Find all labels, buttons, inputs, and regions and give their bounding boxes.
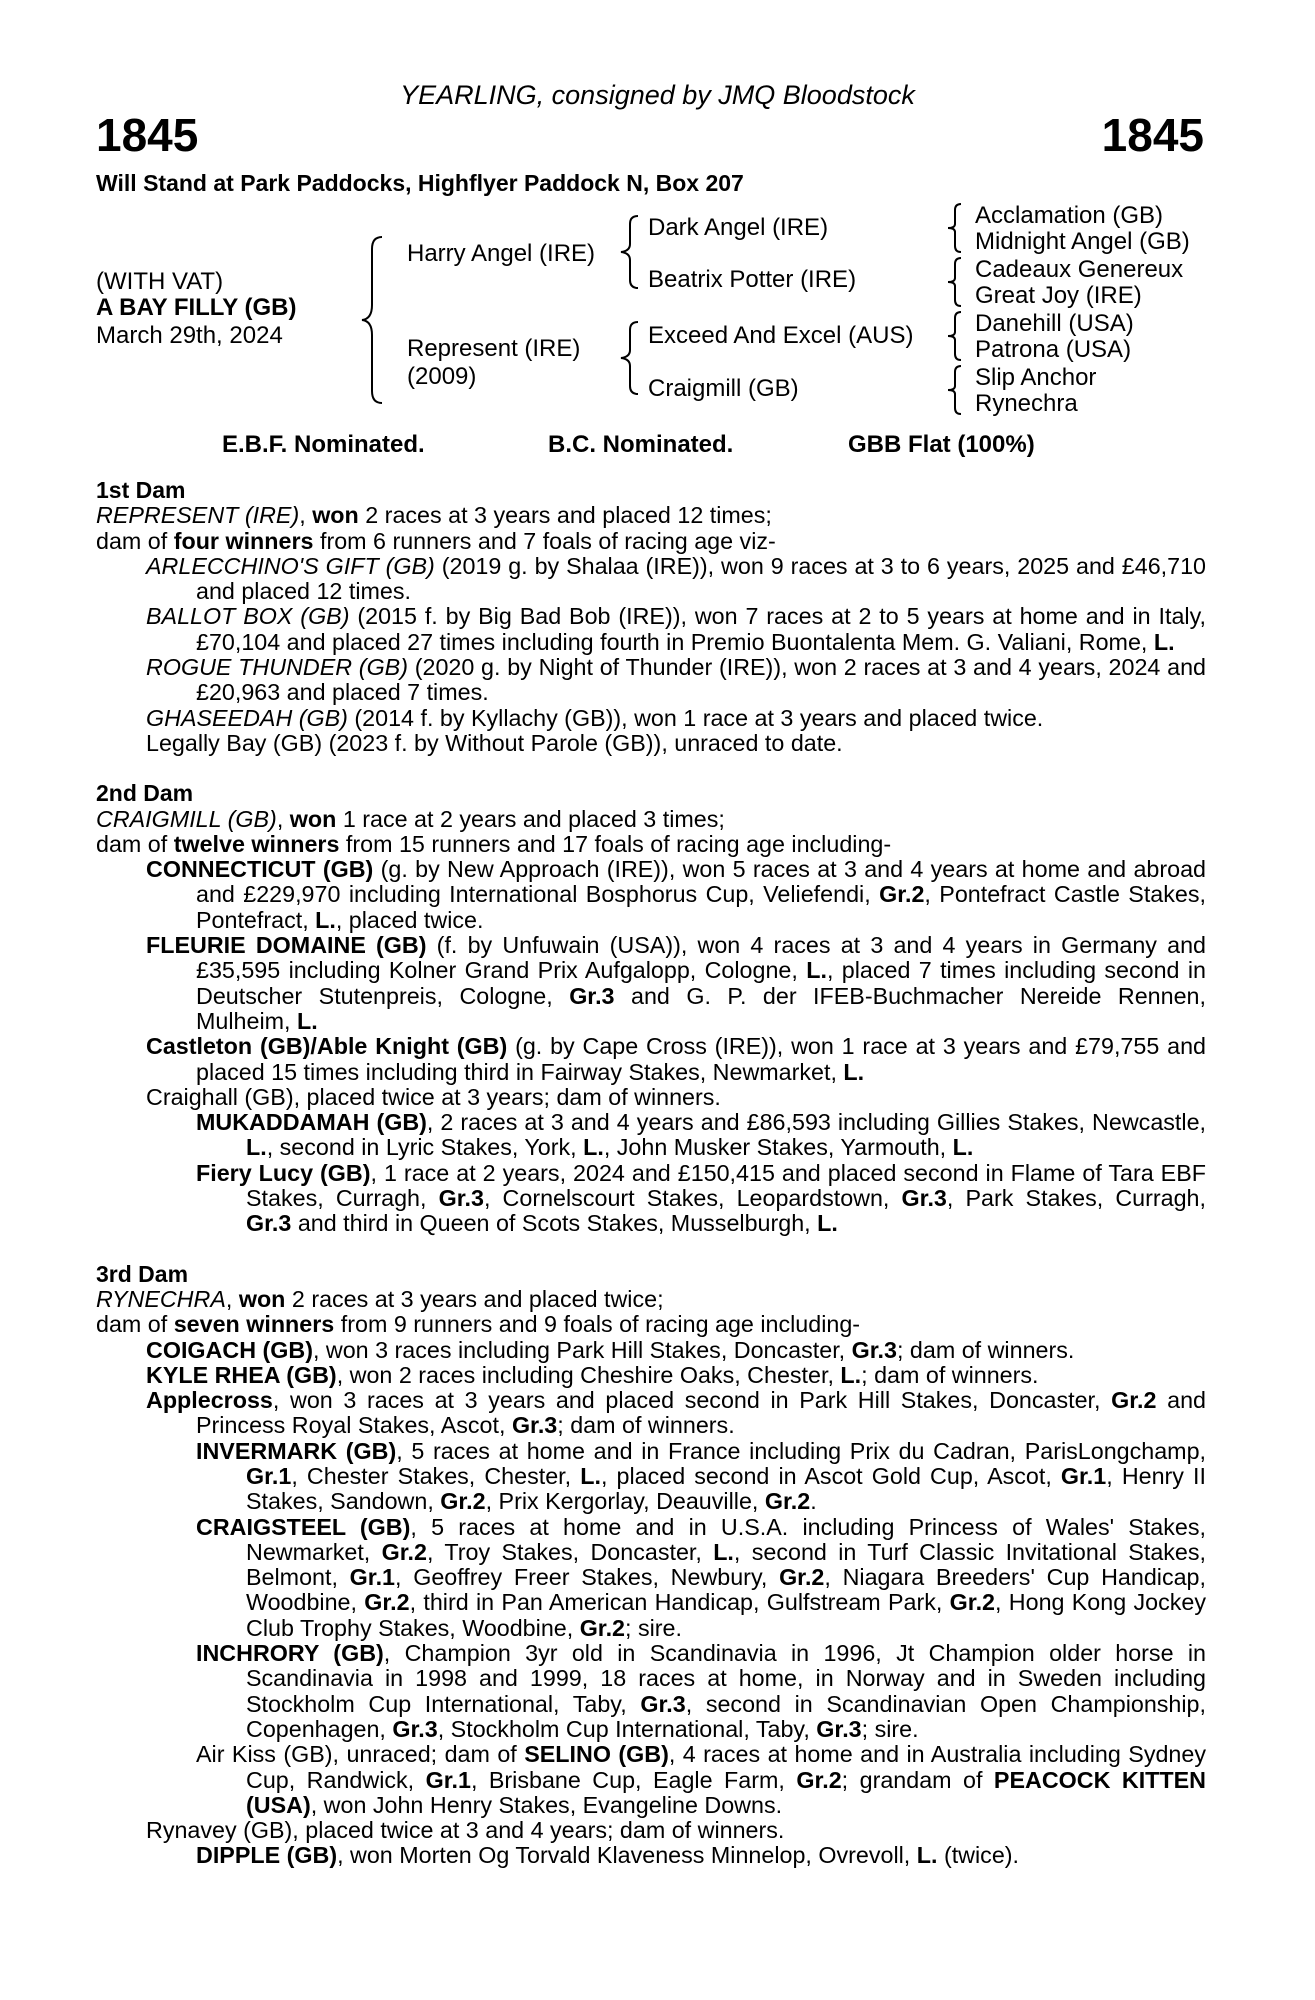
consignment-title: YEARLING, consigned by JMQ Bloodstock bbox=[400, 80, 915, 110]
produce-ballot-box: BALLOT BOX (GB) (2015 f. by Big Bad Bob (IRE)), won 7 races at 2 to 5 years at home and in Italy, £70,104 and placed 27 times including fourth in Premio Buontalenta Mem. G. Valiani, Rome, L. bbox=[146, 603, 1206, 655]
vat-note: (WITH VAT) bbox=[96, 268, 224, 295]
produce-connecticut: CONNECTICUT (GB) (g. by New Approach (IRE)), won 5 races at 3 and 4 years at home and abroad and £229,970 including International Bosphorus Cup, Veliefendi, Gr.2, Pontefract Castle Stakes, Pontefract, L., placed twice. bbox=[146, 856, 1206, 933]
pedigree-brace-1 bbox=[360, 235, 390, 405]
gen3-patrona: Patrona (USA) bbox=[975, 336, 1132, 363]
sire-sire: Dark Angel (IRE) bbox=[648, 214, 829, 241]
third-dam-summary: dam of seven winners from 9 runners and 9 foals of racing age including- bbox=[96, 1311, 861, 1338]
produce-arlecchinos-gift: ARLECCHINO'S GIFT (GB) (2019 g. by Shalaa (IRE)), won 9 races at 3 to 6 years, 2025 and £46,710 and placed 12 times. bbox=[146, 552, 1206, 605]
gbb-flat: GBB Flat (100%) bbox=[848, 431, 1035, 458]
produce-dipple: DIPPLE (GB), won Morten Og Torvald Klaveness Minnelop, Ovrevoll, L. (twice). bbox=[196, 1842, 1020, 1869]
pedigree-brace-5 bbox=[945, 256, 965, 308]
gen3-rynechra: Rynechra bbox=[975, 390, 1078, 417]
produce-mukaddamah: MUKADDAMAH (GB), 2 races at 3 and 4 years and £86,593 including Gillies Stakes, Newcastle, L., second in Lyric Stakes, York, L., John Musker Stakes, Yarmouth, L. bbox=[196, 1109, 1206, 1161]
third-dam-record: RYNECHRA, won 2 races at 3 years and placed twice; bbox=[96, 1285, 664, 1312]
horse-name: A BAY FILLY (GB) bbox=[96, 294, 297, 321]
produce-ghaseedah: GHASEEDAH (GB) (2014 f. by Kyllachy (GB)), won 1 race at 3 years and placed twice. bbox=[146, 704, 1044, 731]
dam-dam: Craigmill (GB) bbox=[648, 375, 799, 402]
produce-fiery-lucy: Fiery Lucy (GB), 1 race at 2 years, 2024 and £150,415 and placed second in Flame of Tara EBF Stakes, Curragh, Gr.3, Cornelscourt Stakes, Leopardstown, Gr.3, Park Stakes, Curragh, Gr.3 and third in Queen of Scots Stakes, Musselburgh, L. bbox=[196, 1159, 1206, 1237]
produce-inchrory: INCHRORY (GB), Champion 3yr old in Scandinavia in 1996, Jt Champion older horse in Scandinavia in 1998 and 1999, 18 races at home, in Norway and in Sweden including Stockholm Cup International, Taby, Gr.3, second in Scandinavian Open Championship, Copenhagen, Gr.3, Stockholm Cup International, Taby, Gr.3; sire. bbox=[196, 1640, 1206, 1742]
gen3-midnight-angel: Midnight Angel (GB) bbox=[975, 228, 1190, 255]
produce-fleurie-domaine: FLEURIE DOMAINE (GB) (f. by Unfuwain (USA)), won 4 races at 3 and 4 years in Germany and £35,595 including Kolner Grand Prix Aufgalopp, Cologne, L., placed 7 times including second in Deutscher Stutenpreis, Cologne, Gr.3 and G. P. der IFEB-Buchmacher Nereide Rennen, Mulheim, L. bbox=[146, 932, 1206, 1034]
bc-nomination: B.C. Nominated. bbox=[548, 431, 734, 458]
ebf-nomination: E.B.F. Nominated. bbox=[222, 431, 425, 458]
produce-craigsteel: CRAIGSTEEL (GB), 5 races at home and in U.S.A. including Princess of Wales' Stakes, Newmarket, Gr.2, Troy Stakes, Doncaster, L., second in Turf Classic Invitational Stakes, Belmont, Gr.1, Geoffrey Freer Stakes, Newbury, Gr.2, Niagara Breeders' Cup Handicap, Woodbine, Gr.2, third in Pan American Handicap, Gulfstream Park, Gr.2, Hong Kong Jockey Club Trophy Stakes, Woodbine, Gr.2; sire. bbox=[196, 1513, 1207, 1641]
second-dam-heading: 2nd Dam bbox=[96, 780, 194, 807]
pedigree-brace-4 bbox=[945, 202, 965, 254]
pedigree-brace-7 bbox=[945, 364, 965, 416]
produce-rynavey: Rynavey (GB), placed twice at 3 and 4 years; dam of winners. bbox=[146, 1817, 785, 1844]
lot-number-left: 1845 bbox=[96, 109, 199, 161]
gen3-slip-anchor: Slip Anchor bbox=[975, 364, 1097, 391]
produce-kyle-rhea: KYLE RHEA (GB), won 2 races including Cheshire Oaks, Chester, L.; dam of winners. bbox=[146, 1361, 1039, 1388]
first-dam-heading: 1st Dam bbox=[96, 477, 186, 503]
produce-craighall: Craighall (GB), placed twice at 3 years; dam of winners. bbox=[146, 1083, 721, 1110]
first-dam-summary: dam of four winners from 6 runners and 7 foals of racing age viz- bbox=[96, 527, 776, 554]
catalogue-body bbox=[96, 478, 1206, 1869]
sire: Harry Angel (IRE) bbox=[407, 240, 596, 267]
dam-sire: Exceed And Excel (AUS) bbox=[648, 322, 914, 349]
dam: Represent (IRE) bbox=[407, 335, 581, 362]
produce-rogue-thunder: ROGUE THUNDER (GB) (2020 g. by Night of Thunder (IRE)), won 2 races at 3 and 4 years, 2024 and £20,963 and placed 7 times. bbox=[146, 654, 1206, 706]
produce-invermark: INVERMARK (GB), 5 races at home and in France including Prix du Cadran, ParisLongchamp, Gr.1, Chester Stakes, Chester, L., placed second in Ascot Gold Cup, Ascot, Gr.1, Henry II Stakes, Sandown, Gr.2, Prix Kergorlay, Deauville, Gr.2. bbox=[196, 1437, 1207, 1515]
produce-air-kiss: Air Kiss (GB), unraced; dam of SELINO (GB), 4 races at home and in Australia including Sydney Cup, Randwick, Gr.1, Brisbane Cup, Eagle Farm, Gr.2; grandam of PEACOCK KITTEN (USA), won John Henry Stakes, Evangeline Downs. bbox=[196, 1741, 1207, 1818]
produce-applecross: Applecross, won 3 races at 3 years and placed second in Park Hill Stakes, Doncaster, Gr.2 and Princess Royal Stakes, Ascot, Gr.3; dam of winners. bbox=[146, 1387, 1206, 1439]
lot-number-right: 1845 bbox=[1101, 109, 1204, 161]
pedigree-brace-2 bbox=[618, 214, 642, 290]
third-dam-heading: 3rd Dam bbox=[96, 1260, 189, 1287]
produce-castleton: Castleton (GB)/Able Knight (GB) (g. by Cape Cross (IRE)), won 1 race at 3 years and £79,755 and placed 15 times including third in Fairway Stakes, Newmarket, L. bbox=[146, 1033, 1206, 1085]
gen3-cadeaux-genereux: Cadeaux Genereux bbox=[975, 256, 1184, 283]
gen3-danehill: Danehill (USA) bbox=[975, 310, 1134, 337]
pedigree-brace-3 bbox=[618, 320, 642, 396]
produce-legally-bay: Legally Bay (GB) (2023 f. by Without Parole (GB)), unraced to date. bbox=[146, 729, 843, 756]
stand-location: Will Stand at Park Paddocks, Highflyer Paddock N, Box 207 bbox=[96, 170, 744, 196]
sire-dam: Beatrix Potter (IRE) bbox=[648, 266, 857, 293]
pedigree-brace-6 bbox=[945, 310, 965, 362]
produce-coigach: COIGACH (GB), won 3 races including Park Hill Stakes, Doncaster, Gr.3; dam of winners. bbox=[146, 1336, 1075, 1363]
dam-year: (2009) bbox=[407, 363, 477, 390]
gen3-great-joy: Great Joy (IRE) bbox=[975, 282, 1142, 309]
second-dam-summary: dam of twelve winners from 15 runners and 17 foals of racing age including- bbox=[96, 830, 892, 857]
foaling-date: March 29th, 2024 bbox=[96, 322, 283, 349]
gen3-acclamation: Acclamation (GB) bbox=[975, 202, 1164, 229]
first-dam-record: REPRESENT (IRE), won 2 races at 3 years and placed 12 times; bbox=[96, 502, 772, 529]
second-dam-record: CRAIGMILL (GB), won 1 race at 2 years and placed 3 times; bbox=[96, 805, 725, 832]
